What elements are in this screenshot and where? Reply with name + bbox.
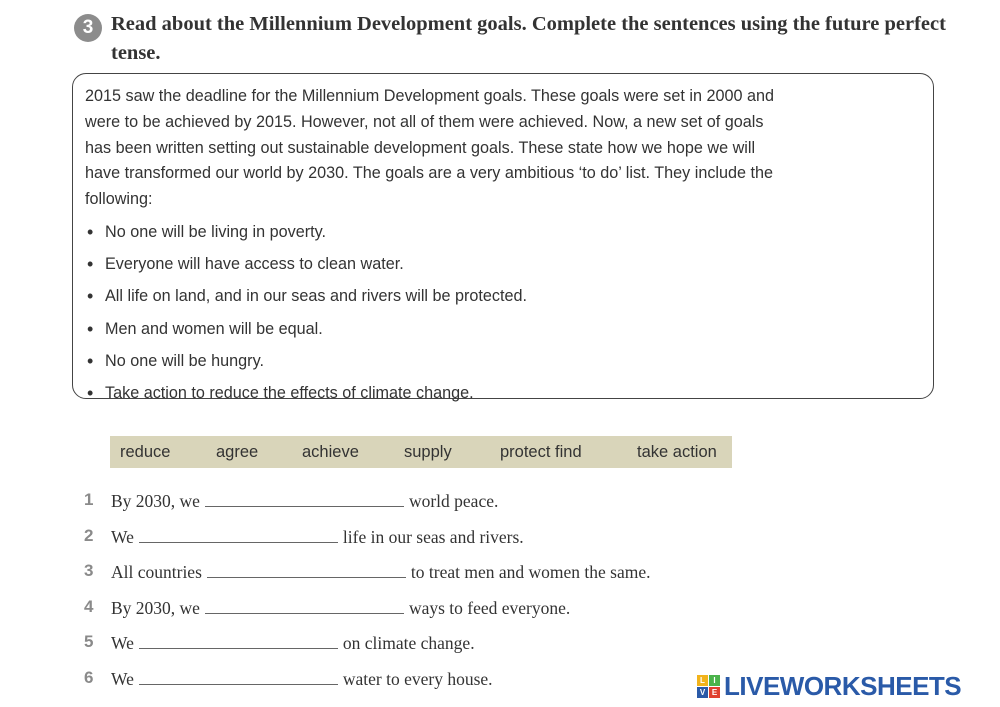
word-bank-item: reduce (120, 443, 171, 461)
word-bank-item: take action (637, 443, 717, 461)
answer-blank[interactable] (205, 488, 404, 507)
logo-tile: I (709, 675, 720, 686)
word-bank-item: protect find (500, 443, 582, 461)
exercise-list (84, 488, 784, 702)
paragraph-line: have transformed our world by 2030. The goals are a very ambitious ‘to do’ list. They include the (85, 164, 774, 183)
sentence-start: We (111, 668, 134, 689)
answer-blank[interactable] (139, 630, 338, 649)
logo-tile: L (697, 675, 708, 686)
exercise-item (84, 524, 784, 560)
sentence-end: world peace. (408, 491, 499, 511)
logo-tile: E (709, 687, 720, 698)
goals-list (85, 216, 921, 409)
exercise-item (84, 488, 784, 524)
answer-blank[interactable] (139, 524, 338, 543)
goal-item: • No one will be hungry. (85, 345, 921, 377)
reading-paragraph (85, 84, 921, 213)
goal-item: • No one will be living in poverty. (85, 216, 921, 248)
exercise-item (84, 559, 784, 595)
exercise-item (84, 595, 784, 631)
sentence-end: on climate change. (342, 633, 475, 654)
answer-blank[interactable] (207, 559, 406, 578)
exercise-item-number: 4 (84, 596, 94, 616)
exercise-item-number: 2 (84, 525, 94, 545)
sentence-start: All countries (111, 562, 202, 583)
sentence-start: By 2030, we (111, 597, 200, 618)
paragraph-line: 2015 saw the deadline for the Millennium Development goals. These goals were set in 2000 and (85, 87, 774, 105)
exercise-item-number: 5 (84, 632, 94, 652)
sentence-start: We (111, 526, 134, 547)
answer-blank[interactable] (139, 666, 338, 685)
logo-icon (697, 675, 720, 698)
exercise-item (84, 666, 784, 702)
word-bank-item: achieve (302, 443, 359, 461)
exercise-number-badge: 3 (74, 14, 102, 42)
logo-tile: V (697, 687, 708, 698)
goal-item: • Men and women will be equal. (85, 313, 921, 345)
reading-passage-box (72, 73, 934, 402)
sentence-end: ways to feed everyone. (408, 597, 571, 618)
paragraph-line: following: (85, 190, 153, 209)
goal-item: • Take action to reduce the effects of climate change. (85, 377, 921, 409)
exercise-item-number: 6 (84, 667, 94, 687)
exercise-instruction: Read about the Millennium Development goals. Complete the sentences using the future perfect tense. (111, 13, 946, 64)
exercise-item-number: 3 (84, 561, 94, 581)
exercise-item-number: 1 (84, 490, 94, 509)
goal-item: • All life on land, and in our seas and rivers will be protected. (85, 280, 921, 312)
word-bank-item: supply (404, 443, 452, 461)
paragraph-line: has been written setting out sustainable development goals. These state how we hope we will (85, 138, 756, 157)
paragraph-line: were to be achieved by 2015. However, not all of them were achieved. Now, a new set of goals (85, 112, 764, 131)
answer-blank[interactable] (205, 595, 404, 614)
word-bank (110, 436, 732, 468)
exercise-item (84, 630, 784, 666)
word-bank-item: agree (216, 443, 259, 461)
sentence-start: We (111, 633, 134, 654)
exercise-header (74, 10, 954, 68)
goal-item: • Everyone will have access to clean water. (85, 248, 921, 280)
sentence-end: to treat men and women the same. (410, 562, 651, 583)
logo-text: LIVEWORKSHEETS (724, 670, 962, 701)
sentence-start: By 2030, we (111, 491, 200, 511)
sentence-end: water to every house. (342, 668, 493, 689)
sentence-end: life in our seas and rivers. (342, 526, 524, 547)
liveworksheets-logo (697, 670, 961, 702)
